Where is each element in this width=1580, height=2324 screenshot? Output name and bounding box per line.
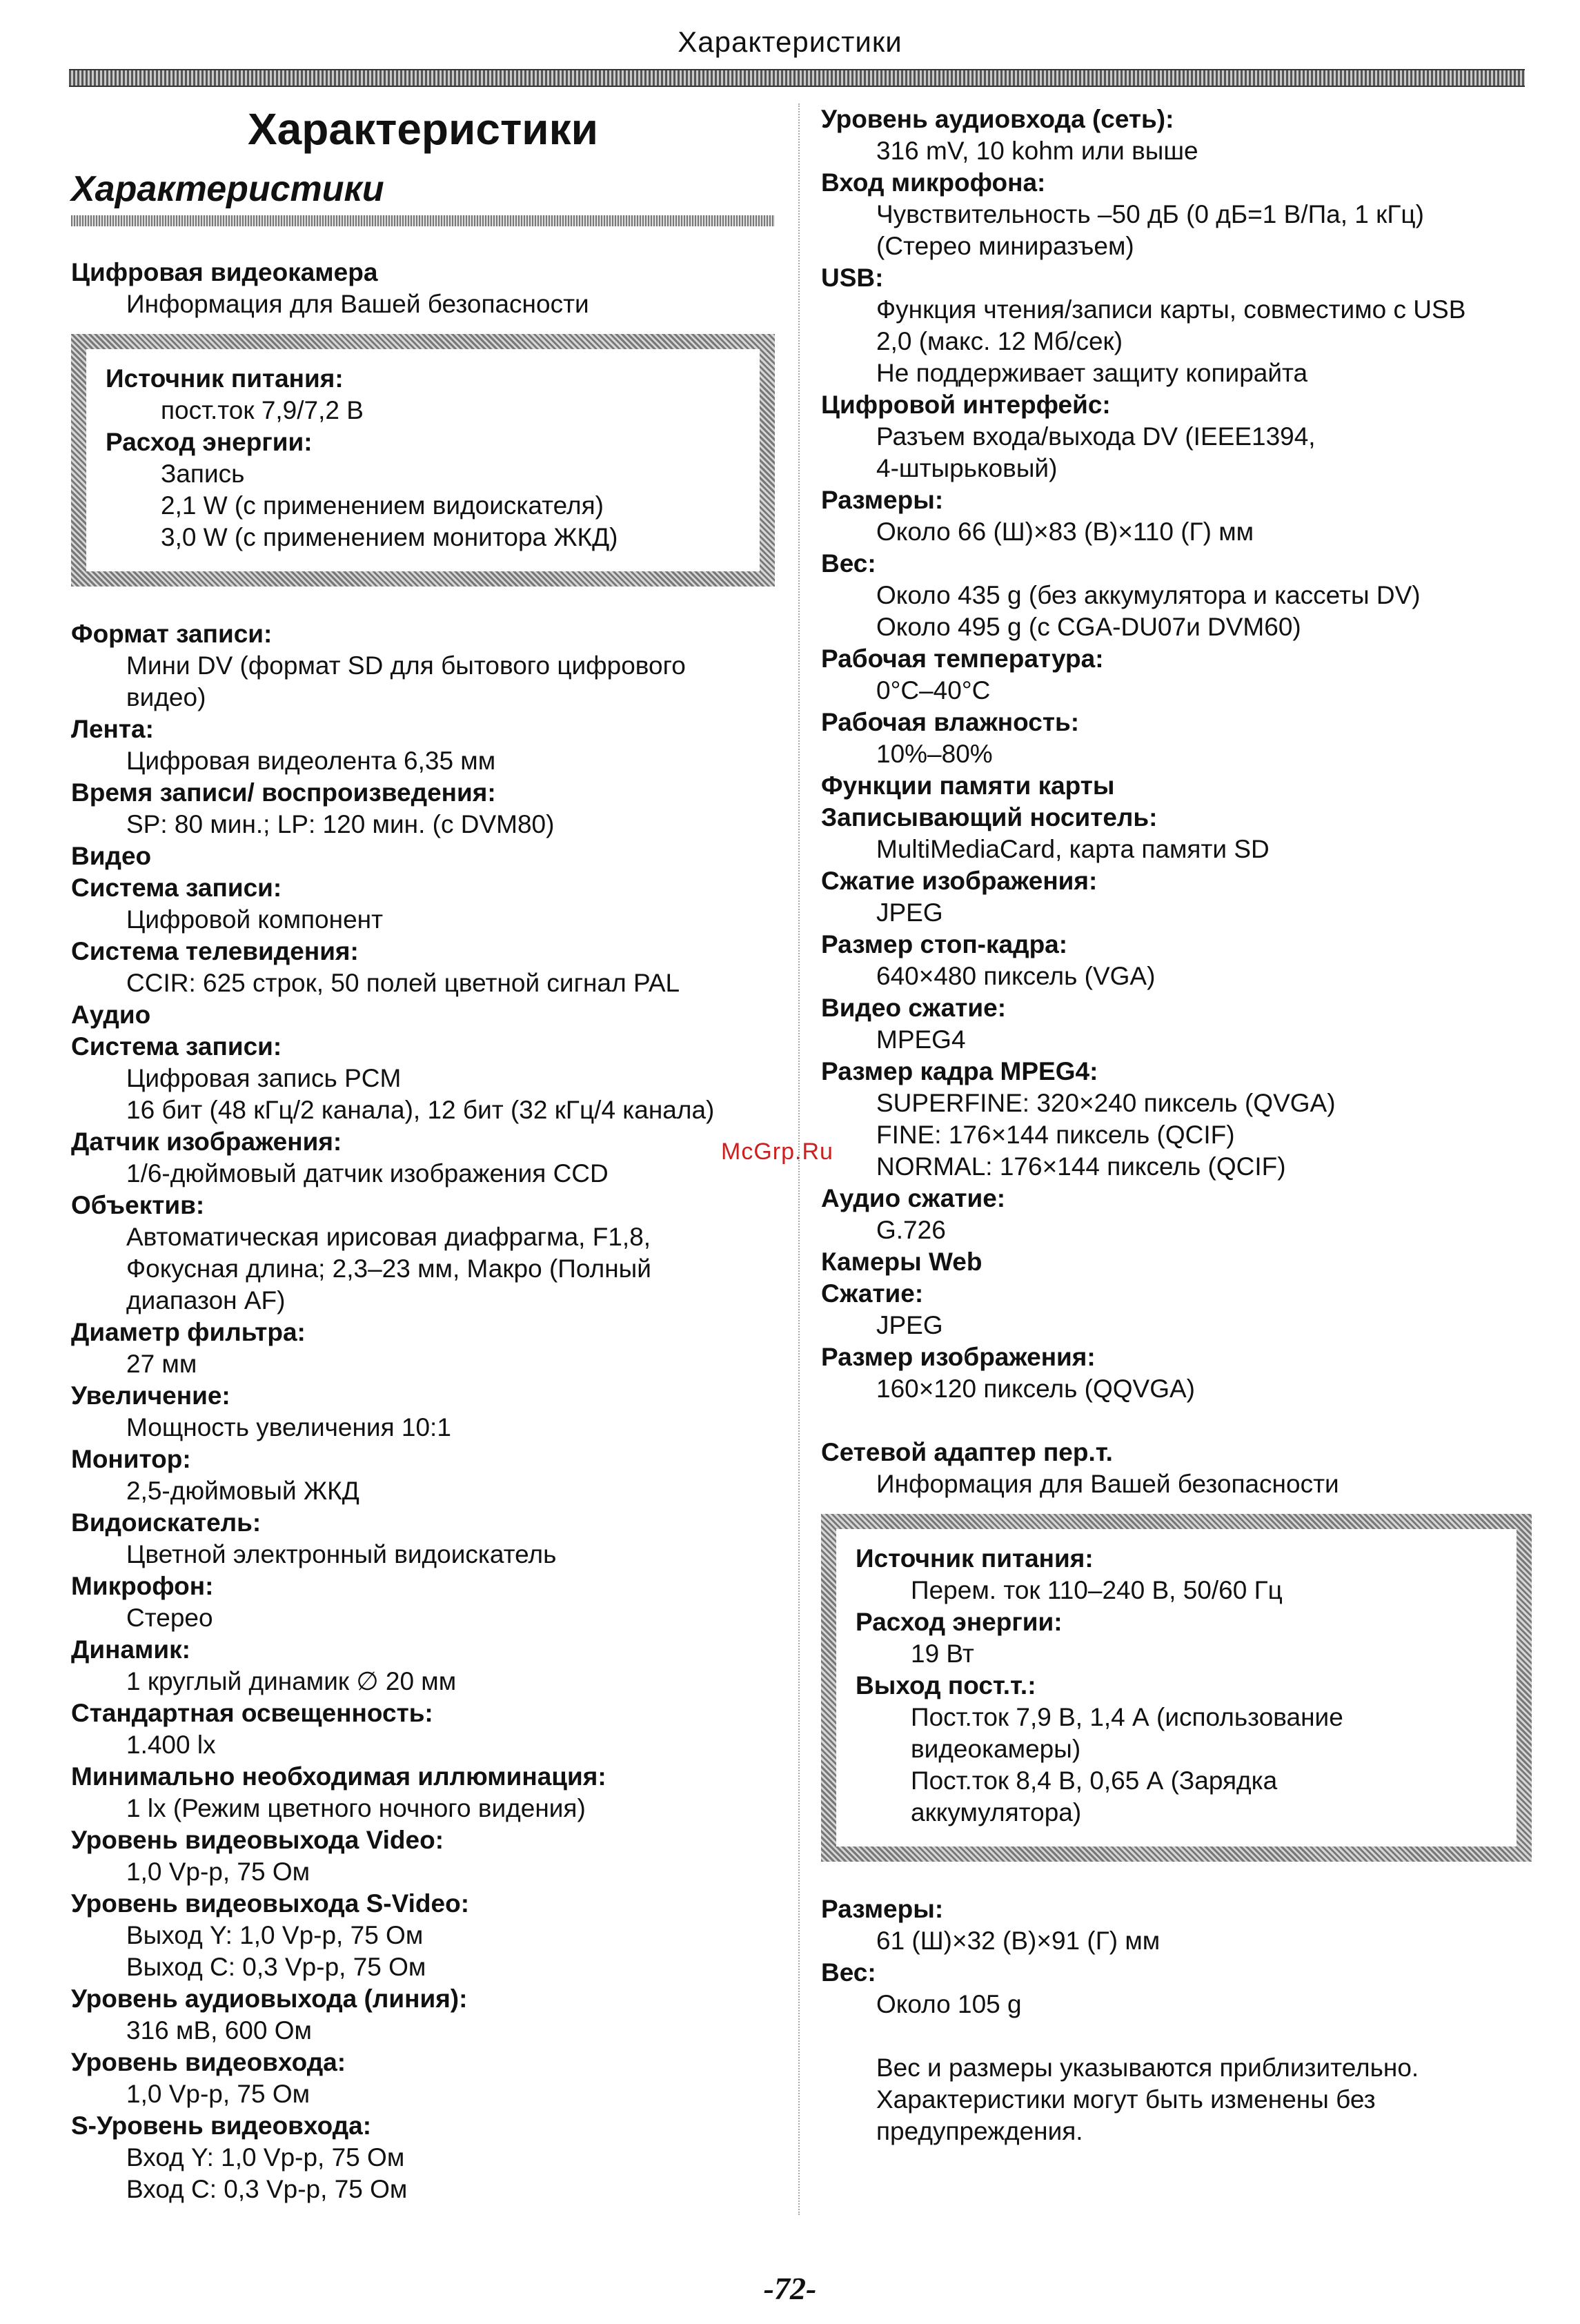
- power-consumption-record: Запись: [161, 460, 245, 488]
- spec-value: Выход C: 0,3 Vp-p, 75 Ом: [126, 1953, 426, 1981]
- adapter-safety-note: Информация для Вашей безопасности: [876, 1470, 1339, 1498]
- spec-value: Мощность увеличения 10:1: [126, 1413, 451, 1441]
- spec-value: 1/6-дюймовый датчик изображения CCD: [126, 1159, 609, 1188]
- spec-value: Цифровая видеолента 6,35 мм: [126, 747, 496, 775]
- spec-label: Формат записи:: [71, 620, 273, 648]
- spec-value: 640×480 пиксель (VGA): [876, 962, 1156, 990]
- spec-label: Уровень видеовыхода Video:: [71, 1826, 444, 1854]
- spec-label: Объектив:: [71, 1191, 205, 1219]
- spec-value: 1,0 Vp-p, 75 Ом: [126, 1858, 310, 1886]
- spec-label: Размеры:: [821, 486, 944, 514]
- spec-value: Около 105 g: [876, 1990, 1022, 2018]
- camera-safety-note: Информация для Вашей безопасности: [126, 290, 589, 318]
- adapter-consumption-value: 19 Вт: [911, 1639, 974, 1668]
- spec-label: Цифровой интерфейс:: [821, 391, 1111, 419]
- spec-label: Микрофон:: [71, 1572, 214, 1600]
- power-source-value: пост.ток 7,9/7,2 В: [161, 396, 364, 424]
- spec-label: Записывающий носитель:: [821, 803, 1158, 831]
- adapter-power-box: [821, 1514, 1532, 1862]
- spec-value: 16 бит (48 кГц/2 канала), 12 бит (32 кГц/4 канала): [126, 1096, 715, 1124]
- adapter-source-label: Источник питания:: [856, 1544, 1094, 1573]
- spec-label: Размер кадра MPEG4:: [821, 1057, 1098, 1085]
- watermark-text: McGrp.Ru: [721, 1139, 833, 1165]
- spec-value: 2,0 (макс. 12 Мб/сек): [876, 327, 1123, 355]
- spec-value: 1 lx (Режим цветного ночного видения): [126, 1794, 586, 1822]
- spec-value: Цветной электронный видоискатель: [126, 1540, 557, 1568]
- spec-label: Минимально необходимая иллюминация:: [71, 1762, 606, 1791]
- power-source-label: Источник питания:: [106, 364, 344, 393]
- spec-value: 1 круглый динамик ∅ 20 мм: [126, 1667, 457, 1695]
- spec-value: Около 495 g (с CGA-DU07и DVM60): [876, 613, 1301, 641]
- spec-value: 61 (Ш)×32 (В)×91 (Г) мм: [876, 1927, 1161, 1955]
- left-column: [71, 104, 775, 2205]
- spec-value: Около 66 (Ш)×83 (В)×110 (Г) мм: [876, 518, 1254, 546]
- header-rule: [69, 69, 1525, 87]
- spec-label: Диаметр фильтра:: [71, 1318, 306, 1346]
- spec-value: 4-штырьковый): [876, 454, 1058, 482]
- spec-label: Система записи:: [71, 1032, 282, 1061]
- spec-label: Функции памяти карты: [821, 771, 1115, 800]
- spec-value: Цифровая запись PCM: [126, 1064, 402, 1092]
- spec-value: Автоматическая ирисовая диафрагма, F1,8,: [126, 1223, 651, 1251]
- spec-value: 10%–80%: [876, 740, 993, 768]
- spec-value: 316 mV, 10 kohm или выше: [876, 137, 1198, 165]
- adapter-output-line: видеокамеры): [911, 1735, 1081, 1763]
- spec-value: 1,0 Vp-p, 75 Ом: [126, 2080, 310, 2108]
- note-line: предупреждения.: [876, 2117, 1083, 2145]
- spec-label: Сжатие изображения:: [821, 867, 1098, 895]
- camera-power-box: [71, 334, 775, 587]
- adapter-output-line: Пост.ток 7,9 В, 1,4 А (использование: [911, 1703, 1343, 1731]
- spec-value: Вход C: 0,3 Vp-p, 75 Ом: [126, 2175, 408, 2203]
- spec-value: CCIR: 625 строк, 50 полей цветной сигнал PAL: [126, 969, 680, 997]
- spec-label: Вход микрофона:: [821, 168, 1046, 197]
- spec-label: Рабочая влажность:: [821, 708, 1080, 736]
- adapter-spec-list: [821, 1893, 1532, 2020]
- section-title: Характеристики: [71, 169, 384, 209]
- spec-label: Размеры:: [821, 1895, 944, 1923]
- spec-label: Стандартная освещенность:: [71, 1699, 433, 1727]
- spec-label: Аудио сжатие:: [821, 1184, 1006, 1212]
- spec-value: Стерео: [126, 1604, 213, 1632]
- spec-label: Монитор:: [71, 1445, 191, 1473]
- spec-label: Время записи/ воспроизведения:: [71, 778, 496, 807]
- spec-value: SUPERFINE: 320×240 пиксель (QVGA): [876, 1089, 1336, 1117]
- spec-value: JPEG: [876, 898, 943, 927]
- spec-value: 0°C–40°C: [876, 676, 991, 705]
- running-head: Характеристики: [678, 26, 902, 58]
- spec-label: Вес:: [821, 1958, 876, 1987]
- spec-label: Рабочая температура:: [821, 644, 1104, 673]
- spec-value: Функция чтения/записи карты, совместимо с USB: [876, 295, 1466, 324]
- spec-label: Видоискатель:: [71, 1508, 261, 1537]
- spec-label: Камеры Web: [821, 1248, 982, 1276]
- spec-label: Система записи:: [71, 874, 282, 902]
- spec-label: Размер стоп-кадра:: [821, 930, 1068, 958]
- spec-label: USB:: [821, 264, 884, 292]
- spec-value: Около 435 g (без аккумулятора и кассеты DV): [876, 581, 1421, 609]
- spec-value: JPEG: [876, 1311, 943, 1339]
- spec-value: Фокусная длина; 2,3–23 мм, Макро (Полный: [126, 1254, 651, 1283]
- spec-value: (Стерео миниразъем): [876, 232, 1134, 260]
- spec-value: Чувствительность –50 дБ (0 дБ=1 В/Па, 1 кГц): [876, 200, 1424, 228]
- adapter-output-line: Пост.ток 8,4 В, 0,65 А (Зарядка: [911, 1766, 1278, 1795]
- right-spec-list: [821, 104, 1532, 1405]
- spec-value: 1.400 lx: [126, 1731, 216, 1759]
- page-title: Характеристики: [247, 104, 599, 154]
- left-spec-list: [71, 618, 775, 2205]
- camera-heading: Цифровая видеокамера: [71, 258, 378, 286]
- spec-value: NORMAL: 176×144 пиксель (QCIF): [876, 1152, 1286, 1181]
- spec-label: Уровень видеовхода:: [71, 2048, 346, 2076]
- spec-value: SP: 80 мин.; LP: 120 мин. (с DVM80): [126, 810, 555, 838]
- power-consumption-lcd: 3,0 W (с применением монитора ЖКД): [161, 523, 618, 551]
- right-column: [821, 104, 1532, 2147]
- spec-label: Сжатие:: [821, 1279, 924, 1308]
- spec-label: Уровень видеовыхода S-Video:: [71, 1889, 470, 1918]
- spec-label: Видео сжатие:: [821, 994, 1007, 1022]
- spec-value: 160×120 пиксель (QQVGA): [876, 1375, 1195, 1403]
- spec-value: Цифровой компонент: [126, 905, 384, 934]
- spec-value: 2,5-дюймовый ЖКД: [126, 1477, 359, 1505]
- disclaimer-note: [821, 2052, 1532, 2147]
- spec-value: Выход Y: 1,0 Vp-p, 75 Ом: [126, 1921, 424, 1949]
- spec-value: G.726: [876, 1216, 946, 1244]
- spec-label: Увеличение:: [71, 1381, 230, 1410]
- spec-label: Уровень аудиовыхода (линия):: [71, 1985, 468, 2013]
- spec-value: Не поддерживает защиту копирайта: [876, 359, 1308, 387]
- power-consumption-label: Расход энергии:: [106, 428, 313, 456]
- spec-label: Размер изображения:: [821, 1343, 1096, 1371]
- spec-value: диапазон AF): [126, 1286, 286, 1314]
- spec-value: Мини DV (формат SD для бытового цифрового: [126, 651, 686, 680]
- section-rule: [71, 215, 775, 226]
- adapter-consumption-label: Расход энергии:: [856, 1608, 1063, 1636]
- adapter-heading: Сетевой адаптер пер.т.: [821, 1438, 1113, 1466]
- power-consumption-viewfinder: 2,1 W (с применением видоискателя): [161, 491, 604, 520]
- spec-label: Аудио: [71, 1001, 151, 1029]
- spec-label: Система телевидения:: [71, 937, 359, 965]
- note-line: Вес и размеры указываются приблизительно.: [876, 2054, 1419, 2082]
- spec-label: Уровень аудиовхода (сеть):: [821, 105, 1174, 133]
- spec-value: 27 мм: [126, 1350, 197, 1378]
- adapter-output-label: Выход пост.т.:: [856, 1671, 1036, 1700]
- spec-value: MPEG4: [876, 1025, 966, 1054]
- spec-label: Видео: [71, 842, 152, 870]
- spec-value: Разъем входа/выхода DV (IEEE1394,: [876, 422, 1316, 451]
- adapter-source-value: Перем. ток 110–240 В, 50/60 Гц: [911, 1576, 1283, 1604]
- note-line: Характеристики могут быть изменены без: [876, 2085, 1376, 2114]
- spec-value: Вход Y: 1,0 Vp-p, 75 Ом: [126, 2143, 405, 2172]
- spec-value: видео): [126, 683, 206, 711]
- spec-label: Датчик изображения:: [71, 1127, 342, 1156]
- spec-label: Динамик:: [71, 1635, 190, 1664]
- spec-value: MultiMediaCard, карта памяти SD: [876, 835, 1270, 863]
- spec-value: 316 мВ, 600 Ом: [126, 2016, 312, 2045]
- spec-label: Вес:: [821, 549, 876, 578]
- adapter-output-line: аккумулятора): [911, 1798, 1082, 1826]
- spec-value: FINE: 176×144 пиксель (QCIF): [876, 1121, 1235, 1149]
- spec-label: Лента:: [71, 715, 154, 743]
- page-number: -72-: [763, 2271, 817, 2306]
- spec-label: S-Уровень видеовхода:: [71, 2111, 372, 2140]
